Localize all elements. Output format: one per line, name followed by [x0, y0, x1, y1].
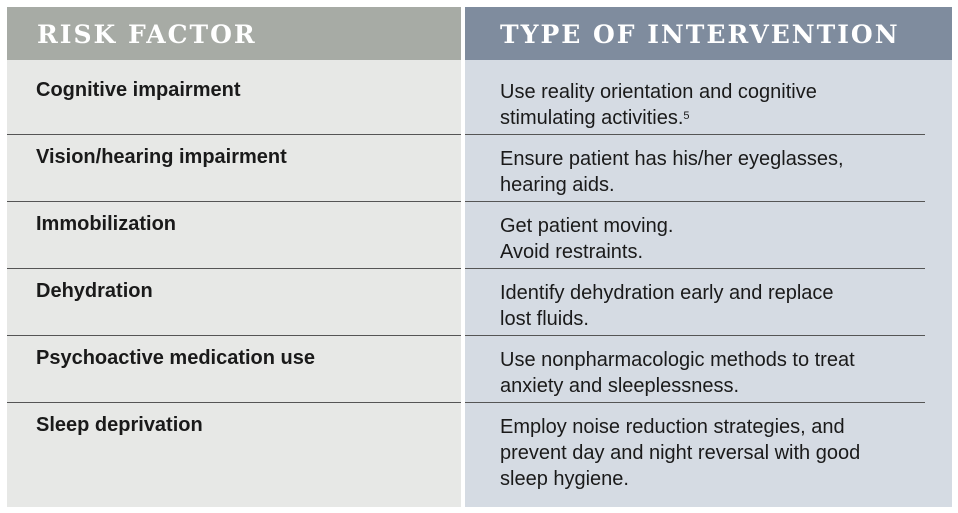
risk-factor-header [7, 7, 461, 60]
table-row [7, 70, 952, 136]
table-row [7, 135, 952, 201]
intervention-line: Employ noise reduction strategies, and [500, 416, 845, 438]
risk-factor-cell: Cognitive impairment [36, 79, 241, 101]
risk-factor-cell: Dehydration [36, 280, 153, 302]
intervention-cell [500, 280, 920, 332]
intervention-header-text: TYPE OF INTERVENTION [500, 20, 900, 49]
table-row [7, 269, 952, 335]
intervention-line: Avoid restraints. [500, 241, 644, 263]
risk-factor-cell: Vision/hearing impairment [36, 146, 287, 168]
intervention-cell [500, 79, 920, 131]
intervention-line: Use reality orientation and cognitive [500, 81, 817, 103]
table-row [7, 403, 952, 503]
intervention-line: anxiety and sleeplessness. [500, 375, 740, 397]
risk-factor-cell: Immobilization [36, 213, 176, 235]
intervention-cell [500, 146, 920, 198]
intervention-line: Get patient moving. [500, 215, 674, 237]
table-row [7, 202, 952, 268]
risk-intervention-table [7, 7, 952, 507]
intervention-cell [500, 414, 920, 492]
intervention-cell [500, 347, 920, 399]
intervention-line: Ensure patient has his/her eyeglasses, [500, 148, 844, 170]
intervention-header [465, 7, 952, 60]
risk-factor-cell: Sleep deprivation [36, 414, 203, 436]
risk-factor-header-text: RISK FACTOR [37, 20, 257, 49]
intervention-line: Use nonpharmacologic methods to treat [500, 349, 855, 371]
intervention-line: sleep hygiene. [500, 468, 629, 490]
intervention-line: hearing aids. [500, 174, 615, 196]
intervention-line: Identify dehydration early and replace [500, 282, 834, 304]
intervention-line: stimulating activities. [500, 107, 684, 129]
intervention-cell [500, 213, 920, 265]
footnote-marker: 5 [683, 110, 690, 122]
table-row [7, 336, 952, 402]
risk-factor-cell: Psychoactive medication use [36, 347, 316, 369]
intervention-line: prevent day and night reversal with good [500, 442, 861, 464]
intervention-line: lost fluids. [500, 308, 589, 330]
